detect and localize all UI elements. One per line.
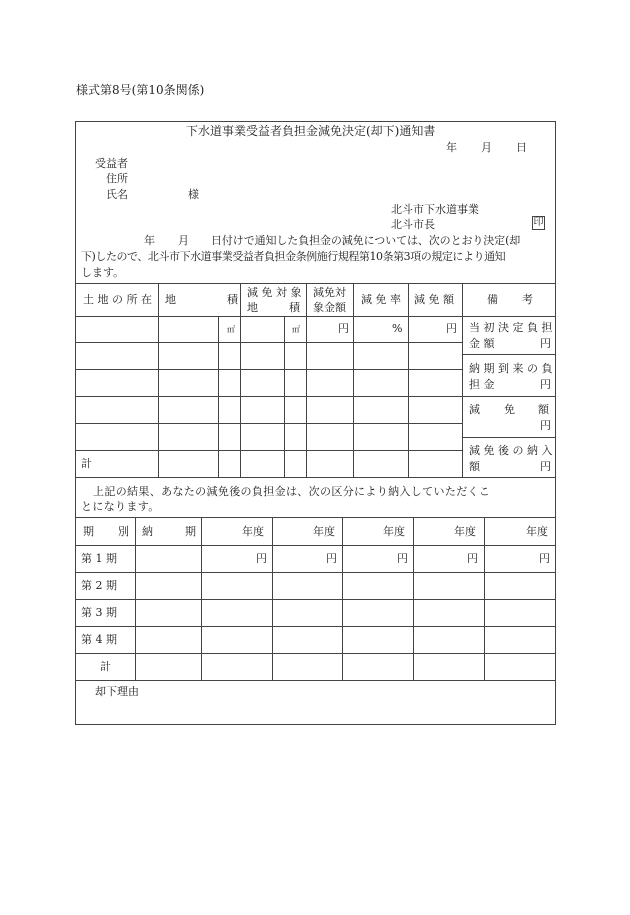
recipient-name-label: 氏名 [106,188,128,201]
note-after-reduction-unit: 円 [540,460,551,473]
note-reduction-c: 額 [538,403,549,416]
recipient-heading: 受益者 [95,157,128,170]
table2-header-period-a: 期 [83,525,94,538]
recipient-honorific: 様 [188,188,199,201]
table1-column-rule [240,283,241,477]
table2-header-period-b: 別 [118,525,129,538]
document-title: 下水道事業受益者負担金減免決定(却下)通知書 [186,124,436,138]
table1-column-rule [306,283,307,477]
fiscal-year-header: 年度 [313,525,335,538]
period-3-label: 第 3 期 [81,606,117,619]
table2-column-rule [342,517,343,680]
header-notes-a: 備 [487,293,498,306]
header-location: 土 地 の 所 在 [83,293,152,306]
note-due-amount-line2: 担 金 [469,378,495,391]
table1-header-rule [75,316,556,317]
summary-line-2: とになります。 [81,500,160,513]
issuer-title: 北斗市長 [391,218,435,231]
note-after-reduction-line1: 減 免 後 の 納 入 [469,444,553,457]
note-initial-amount-line1: 当 初 決 定 負 担 [469,321,553,334]
table1-column-rule [408,283,409,477]
table1-row-rule [75,450,462,451]
table2-column-rule [135,517,136,680]
yen-unit: 円 [326,552,337,565]
unit-square-meter: ㎡ [227,325,235,334]
table1-column-rule [353,283,354,477]
fiscal-year-header: 年度 [454,525,476,538]
yen-unit: 円 [256,552,267,565]
seal-box: 印 [533,217,544,228]
period-1-label: 第 1 期 [81,552,117,565]
table1-column-rule [462,283,463,477]
fiscal-year-header: 年度 [242,525,264,538]
rejection-reason-label: 却下理由 [95,685,139,698]
table2-column-rule [484,517,485,680]
note-initial-amount-unit: 円 [540,337,551,350]
header-target-amount-1: 減免対 [313,286,346,299]
header-target-area-1: 減 免 対 象 [247,286,302,299]
fiscal-year-header: 年度 [383,525,405,538]
issuer-organization: 北斗市下水道事業 [391,203,479,216]
yen-unit: 円 [467,552,478,565]
table2-column-rule [413,517,414,680]
table1-column-rule [218,316,219,477]
notes-divider [462,396,556,397]
notes-divider [462,437,556,438]
header-amount: 減 免 額 [414,293,454,306]
unit-square-meter: ㎡ [292,325,300,334]
yen-unit: 円 [539,552,550,565]
date-year: 年 [446,141,457,154]
table1-column-rule [284,316,285,477]
table2-total-label: 計 [100,660,111,673]
table1-row-rule [75,423,462,424]
body-line-2: 下)したので、北斗市下水道事業受益者負担金条例施行規程第10条第3項の規定により通知 [81,250,506,263]
table2-column-rule [272,517,273,680]
table1-bottom-rule [75,477,556,478]
table2-header-due-a: 納 [142,525,153,538]
table1-top-rule [75,283,556,284]
recipient-address-label: 住所 [106,172,128,185]
unit-percent: % [392,322,403,335]
date-day: 日 [516,141,527,154]
reference-month: 月 [178,234,189,247]
header-area-a: 地 [165,293,176,306]
table1-row-rule [75,396,462,397]
fiscal-year-header: 年度 [526,525,548,538]
summary-line-1: 上記の結果、あなたの減免後の負担金は、次の区分により納入していただくこ [93,485,491,498]
yen-unit: 円 [397,552,408,565]
date-month: 月 [481,141,492,154]
unit-yen: 円 [446,322,457,335]
note-due-amount-unit: 円 [540,378,551,391]
header-target-area-2a: 地 [247,301,258,314]
header-rate: 減 免 率 [361,293,401,306]
form-number-label: 様式第8号(第10条関係) [76,83,205,97]
note-reduction-a: 減 [469,403,480,416]
note-after-reduction-line2: 額 [469,460,480,473]
table1-row-rule [75,342,462,343]
note-initial-amount-line2: 金 額 [469,337,495,350]
notes-divider [462,354,556,355]
table1-column-rule [158,283,159,477]
reference-year: 年 [144,234,155,247]
header-target-area-2b: 積 [289,301,300,314]
table1-total-label: 計 [81,457,92,470]
period-2-label: 第 2 期 [81,579,117,592]
header-target-amount-2: 象金額 [313,301,346,314]
table1-row-rule [75,369,462,370]
header-area-b: 積 [227,293,238,306]
note-reduction-b: 免 [504,403,515,416]
table2-header-due-b: 期 [185,525,196,538]
note-due-amount-line1: 納 期 到 来 の 負 [469,362,553,375]
note-reduction-unit: 円 [540,419,551,432]
period-4-label: 第 4 期 [81,633,117,646]
body-line-1: 日付けで通知した負担金の減免については、次のとおり決定(却 [211,234,521,247]
header-notes-b: 考 [522,293,533,306]
body-line-3: します。 [81,266,125,279]
table2-bottom-rule [75,680,556,681]
table2-column-rule [201,517,202,680]
unit-yen: 円 [338,322,349,335]
